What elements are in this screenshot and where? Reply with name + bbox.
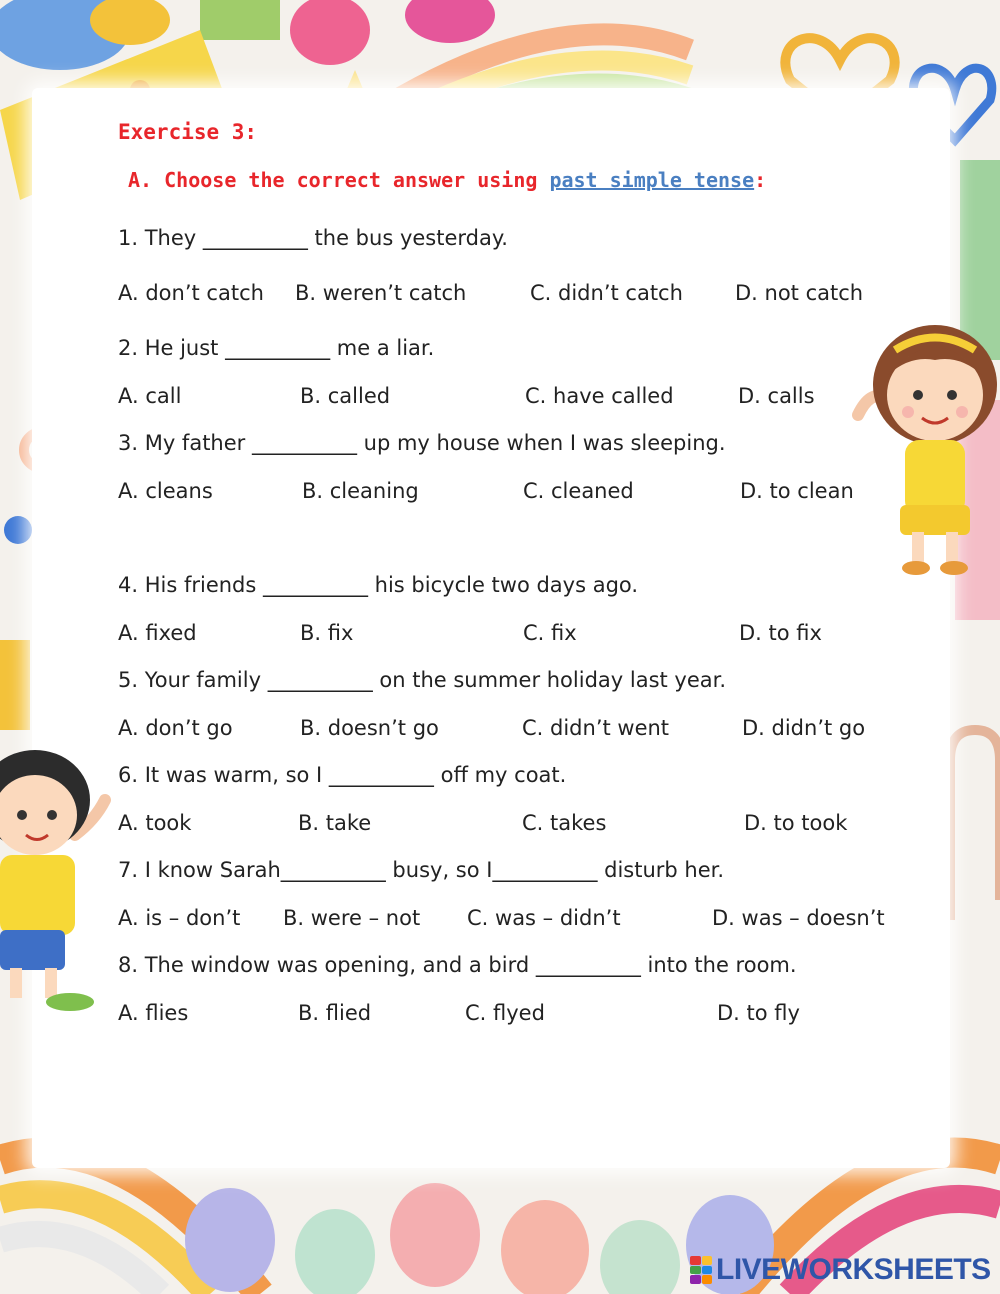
- option-7a[interactable]: A. is – don’t: [118, 906, 241, 930]
- option-8a[interactable]: A. flies: [118, 1001, 189, 1025]
- option-7d[interactable]: D. was – doesn’t: [712, 906, 885, 930]
- option-2c[interactable]: C. have called: [525, 384, 674, 408]
- option-7c[interactable]: C. was – didn’t: [467, 906, 621, 930]
- option-2d[interactable]: D. calls: [738, 384, 815, 408]
- question-8: 8. The window was opening, and a bird __________ into the room.: [118, 953, 797, 977]
- option-3b[interactable]: B. cleaning: [302, 479, 419, 503]
- option-4d[interactable]: D. to fix: [739, 621, 822, 645]
- option-6c[interactable]: C. takes: [522, 811, 607, 835]
- instruction: [128, 168, 766, 192]
- option-4b[interactable]: B. fix: [300, 621, 354, 645]
- option-8c[interactable]: C. flyed: [465, 1001, 545, 1025]
- option-3d[interactable]: D. to clean: [740, 479, 854, 503]
- option-1b[interactable]: B. weren’t catch: [295, 281, 467, 305]
- question-3: 3. My father __________ up my house when I was sleeping.: [118, 431, 726, 455]
- option-1d[interactable]: D. not catch: [735, 281, 864, 305]
- option-5a[interactable]: A. don’t go: [118, 716, 233, 740]
- option-4c[interactable]: C. fix: [523, 621, 577, 645]
- option-5c[interactable]: C. didn’t went: [522, 716, 670, 740]
- grammar-link[interactable]: past simple tense: [549, 168, 755, 192]
- option-7b[interactable]: B. were – not: [283, 906, 421, 930]
- option-2a[interactable]: A. call: [118, 384, 182, 408]
- instruction-prefix: A. Choose the correct answer using: [128, 168, 550, 192]
- option-8d[interactable]: D. to fly: [717, 1001, 800, 1025]
- boy-illustration: [0, 730, 125, 1020]
- instruction-suffix: :: [754, 168, 767, 192]
- question-5: 5. Your family __________ on the summer holiday last year.: [118, 668, 727, 692]
- option-4a[interactable]: A. fixed: [118, 621, 197, 645]
- option-8b[interactable]: B. flied: [298, 1001, 372, 1025]
- option-2b[interactable]: B. called: [300, 384, 391, 408]
- logo-mark-icon: [690, 1256, 712, 1284]
- option-6d[interactable]: D. to took: [744, 811, 848, 835]
- option-6a[interactable]: A. took: [118, 811, 192, 835]
- question-2: 2. He just __________ me a liar.: [118, 336, 435, 360]
- question-6: 6. It was warm, so I __________ off my coat.: [118, 763, 567, 787]
- question-4: 4. His friends __________ his bicycle two days ago.: [118, 573, 639, 597]
- option-3a[interactable]: A. cleans: [118, 479, 213, 503]
- question-1: 1. They __________ the bus yesterday.: [118, 226, 508, 250]
- option-6b[interactable]: B. take: [298, 811, 372, 835]
- liveworksheets-logo[interactable]: [690, 1252, 991, 1288]
- option-1a[interactable]: A. don’t catch: [118, 281, 264, 305]
- option-5d[interactable]: D. didn’t go: [742, 716, 866, 740]
- option-3c[interactable]: C. cleaned: [523, 479, 634, 503]
- option-1c[interactable]: C. didn’t catch: [530, 281, 683, 305]
- question-7: 7. I know Sarah__________ busy, so I__________ disturb her.: [118, 858, 725, 882]
- option-5b[interactable]: B. doesn’t go: [300, 716, 439, 740]
- logo-text: LIVEWORKSHEETS: [716, 1253, 991, 1286]
- girl-illustration: [850, 320, 1000, 580]
- exercise-title: Exercise 3:: [118, 120, 258, 144]
